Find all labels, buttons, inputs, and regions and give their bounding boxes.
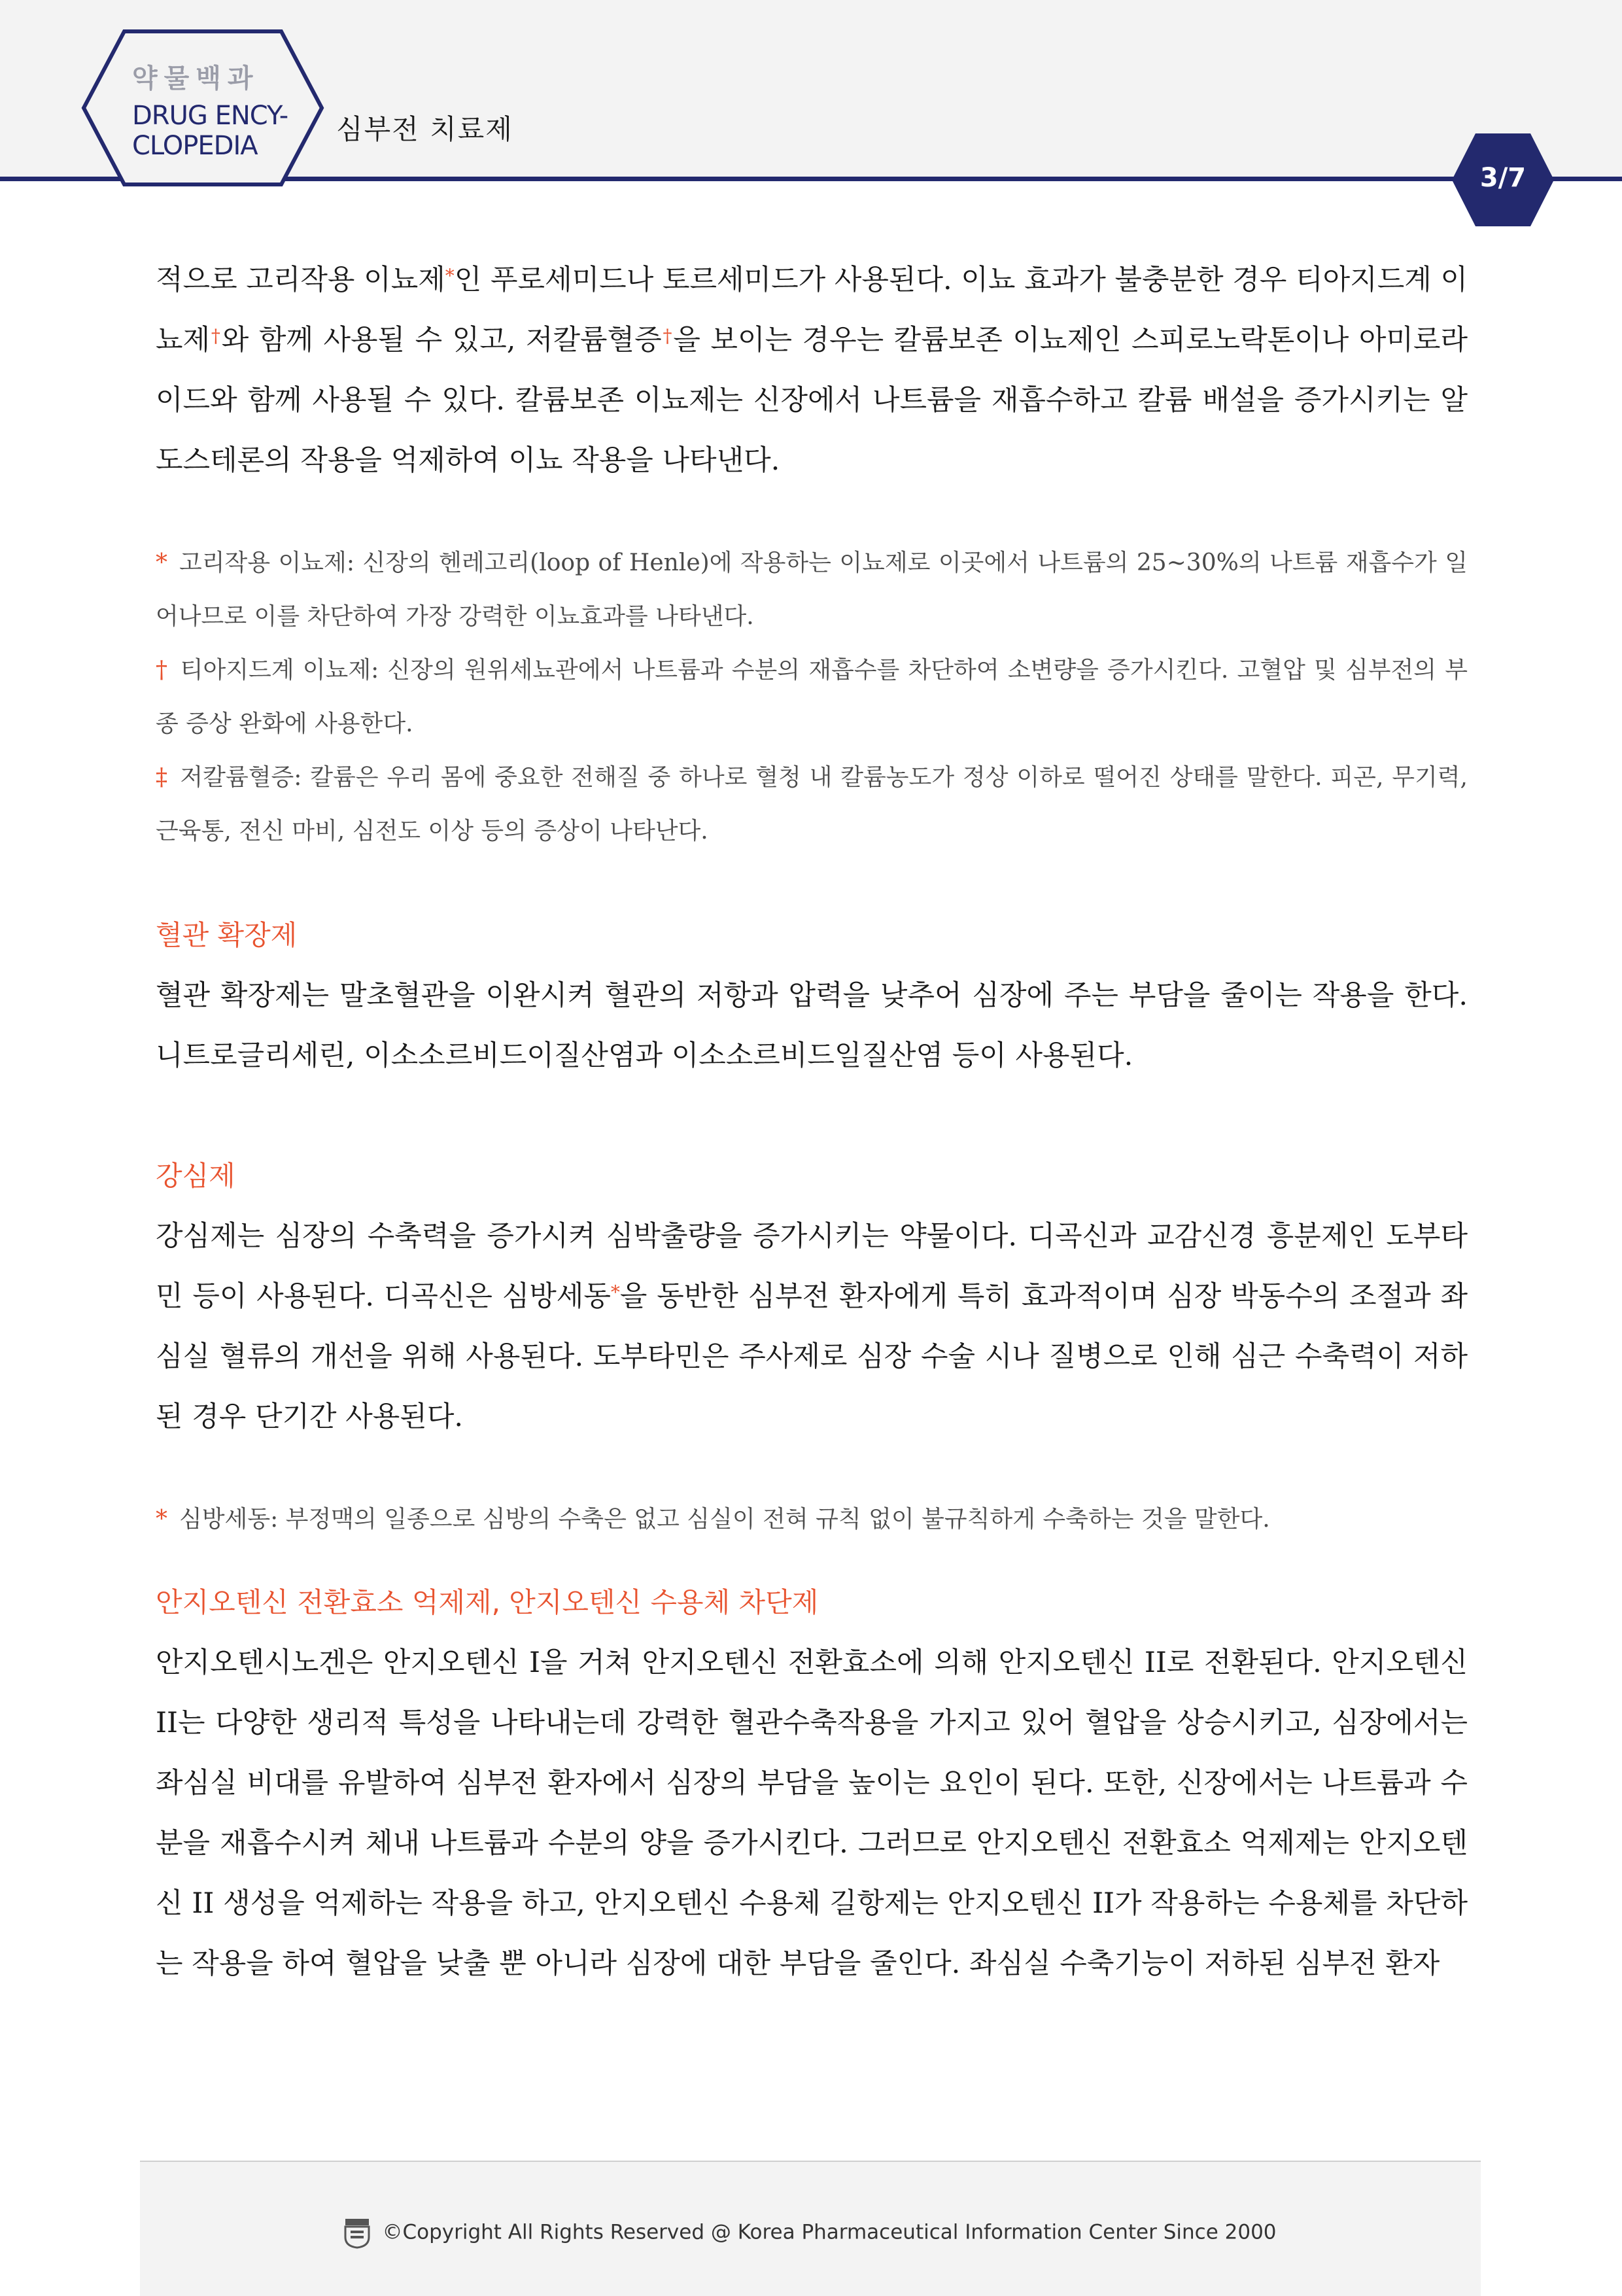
section-heading-ace-arb: 안지오텐신 전환효소 억제제, 안지오텐신 수용체 차단제 bbox=[156, 1586, 819, 1618]
section-heading-vasodilator: 혈관 확장제 bbox=[156, 919, 298, 951]
footer-copyright-line bbox=[140, 2218, 1481, 2249]
logo-korean: 약물백과 bbox=[132, 63, 260, 94]
page-footer bbox=[140, 2161, 1481, 2296]
text-run: 을 동반한 심부전 환자에게 특히 효과적이며 심장 박동수의 조절과 좌심실 혈류의 개선을 위해 사용된다. 도부타민은 주사제로 심장 수술 시나 질병으로 인해 심근 수축력이 저하된 경우 단기간 사용된다. bbox=[156, 1280, 1468, 1433]
text-run: 을 보이는 경우는 칼륨보존 이뇨제인 스피로노락톤이나 아미로라이드와 함께 사용될 수 있다. 칼륨보존 이뇨제는 신장에서 나트륨을 재흡수하고 칼륨 배설을 증가시키는 알도스테론의 작용을 억제하여 이뇨 작용을 나타낸다. bbox=[156, 324, 1468, 477]
logo-english-line1: DRUG ENCY- bbox=[132, 101, 288, 131]
section-heading-inotrope: 강심제 bbox=[156, 1160, 235, 1192]
footnotes-diuretics bbox=[156, 536, 1468, 858]
copyright-text: ©Copyright All Rights Reserved @ Korea Pharmaceutical Information Center Since 2000 bbox=[382, 2220, 1277, 2244]
footnote-text: 티아지드계 이뇨제: 신장의 원위세뇨관에서 나트륨과 수분의 재흡수를 차단하여 소변량을 증가시킨다. 고혈압 및 심부전의 부종 증상 완화에 사용한다. bbox=[156, 657, 1468, 737]
footnote-mark: † bbox=[156, 657, 169, 684]
logo bbox=[132, 65, 302, 161]
footnote-mark: † bbox=[661, 325, 674, 347]
page-title: 심부전 치료제 bbox=[336, 113, 513, 145]
footnote-mark: * bbox=[445, 265, 455, 287]
main-content bbox=[156, 250, 1468, 1994]
logo-english-line2: CLOPEDIA bbox=[132, 131, 258, 161]
footnote bbox=[156, 1493, 1468, 1546]
footnote-text: 저칼륨혈증: 칼륨은 우리 몸에 중요한 전해질 중 하나로 혈청 내 칼륨농도가 정상 이하로 떨어진 상태를 말한다. 피곤, 무기력, 근육통, 전신 마비, 심전도 이상 등의 증상이 나타난다. bbox=[156, 764, 1468, 844]
kpic-emblem-icon bbox=[344, 2218, 370, 2249]
footnote-mark: ‡ bbox=[156, 764, 169, 791]
paragraph-diuretics bbox=[156, 250, 1468, 491]
paragraph-ace-arb: 안지오텐시노겐은 안지오텐신 I을 거쳐 안지오텐신 전환효소에 의해 안지오텐신 II로 전환된다. 안지오텐신 II는 다양한 생리적 특성을 나타내는데 강력한 혈관수축작용을 가지고 있어 혈압을 상승시키고, 심장에서는 좌심실 비대를 유발하여 심부전 환자에서 심장의 부담을 높이는 요인이 된다. 또한, 신장에서는 나트륨과 수분을 재흡수시켜 체내 나트륨과 수분의 양을 증가시킨다. 그러므로 안지오텐신 전환효소 억제제는 안지오텐신 II 생성을 억제하는 작용을 하고, 안지오텐신 수용체 길항제는 안지오텐신 II가 작용하는 수용체를 차단하는 작용을 하여 혈압을 낮출 뿐 아니라 심장에 대한 부담을 줄인다. 좌심실 수축기능이 저하된 심부전 환자 bbox=[156, 1646, 1468, 1980]
paragraph-inotrope bbox=[156, 1206, 1468, 1447]
footnote-text: 심방세동: 부정맥의 일종으로 심방의 수축은 없고 심실이 전혀 규칙 없이 불규칙하게 수축하는 것을 말한다. bbox=[179, 1506, 1270, 1533]
page-number: 3/7 bbox=[1479, 163, 1527, 193]
footnote bbox=[156, 751, 1468, 858]
footnote-text: 고리작용 이뇨제: 신장의 헨레고리(loop of Henle)에 작용하는 이뇨제로 이곳에서 나트륨의 25~30%의 나트륨 재흡수가 일어나므로 이를 차단하여 가장 강력한 이뇨효과를 나타낸다. bbox=[156, 549, 1468, 630]
footnote-mark: * bbox=[610, 1281, 620, 1303]
footnote-mark: † bbox=[210, 325, 222, 347]
footnote bbox=[156, 644, 1468, 751]
text-run: 와 함께 사용될 수 있고, 저칼륨혈증 bbox=[221, 324, 662, 357]
footnotes-inotrope bbox=[156, 1493, 1468, 1546]
footnote-mark: * bbox=[156, 549, 167, 576]
text-run: 강심제는 심장의 수축력을 증가시켜 심박출량을 증가시키는 약물이다. 디곡신과 교감신경 흥분제인 도부타민 등이 사용된다. 디곡신은 심방세동 bbox=[156, 1220, 1468, 1313]
paragraph-vasodilator: 혈관 확장제는 말초혈관을 이완시켜 혈관의 저항과 압력을 낮추어 심장에 주는 부담을 줄이는 작용을 한다. 니트로글리세린, 이소소르비드이질산염과 이소소르비드일질산염 등이 사용된다. bbox=[156, 979, 1468, 1072]
footnote bbox=[156, 536, 1468, 644]
footnote-mark: * bbox=[156, 1506, 167, 1533]
text-run: 적으로 고리작용 이뇨제 bbox=[156, 264, 445, 296]
text-run: 인 푸로세미드나 토르세미드가 사용된다. 이뇨 효과가 불충분한 경우 티아지드계 이뇨제 bbox=[156, 264, 1468, 357]
